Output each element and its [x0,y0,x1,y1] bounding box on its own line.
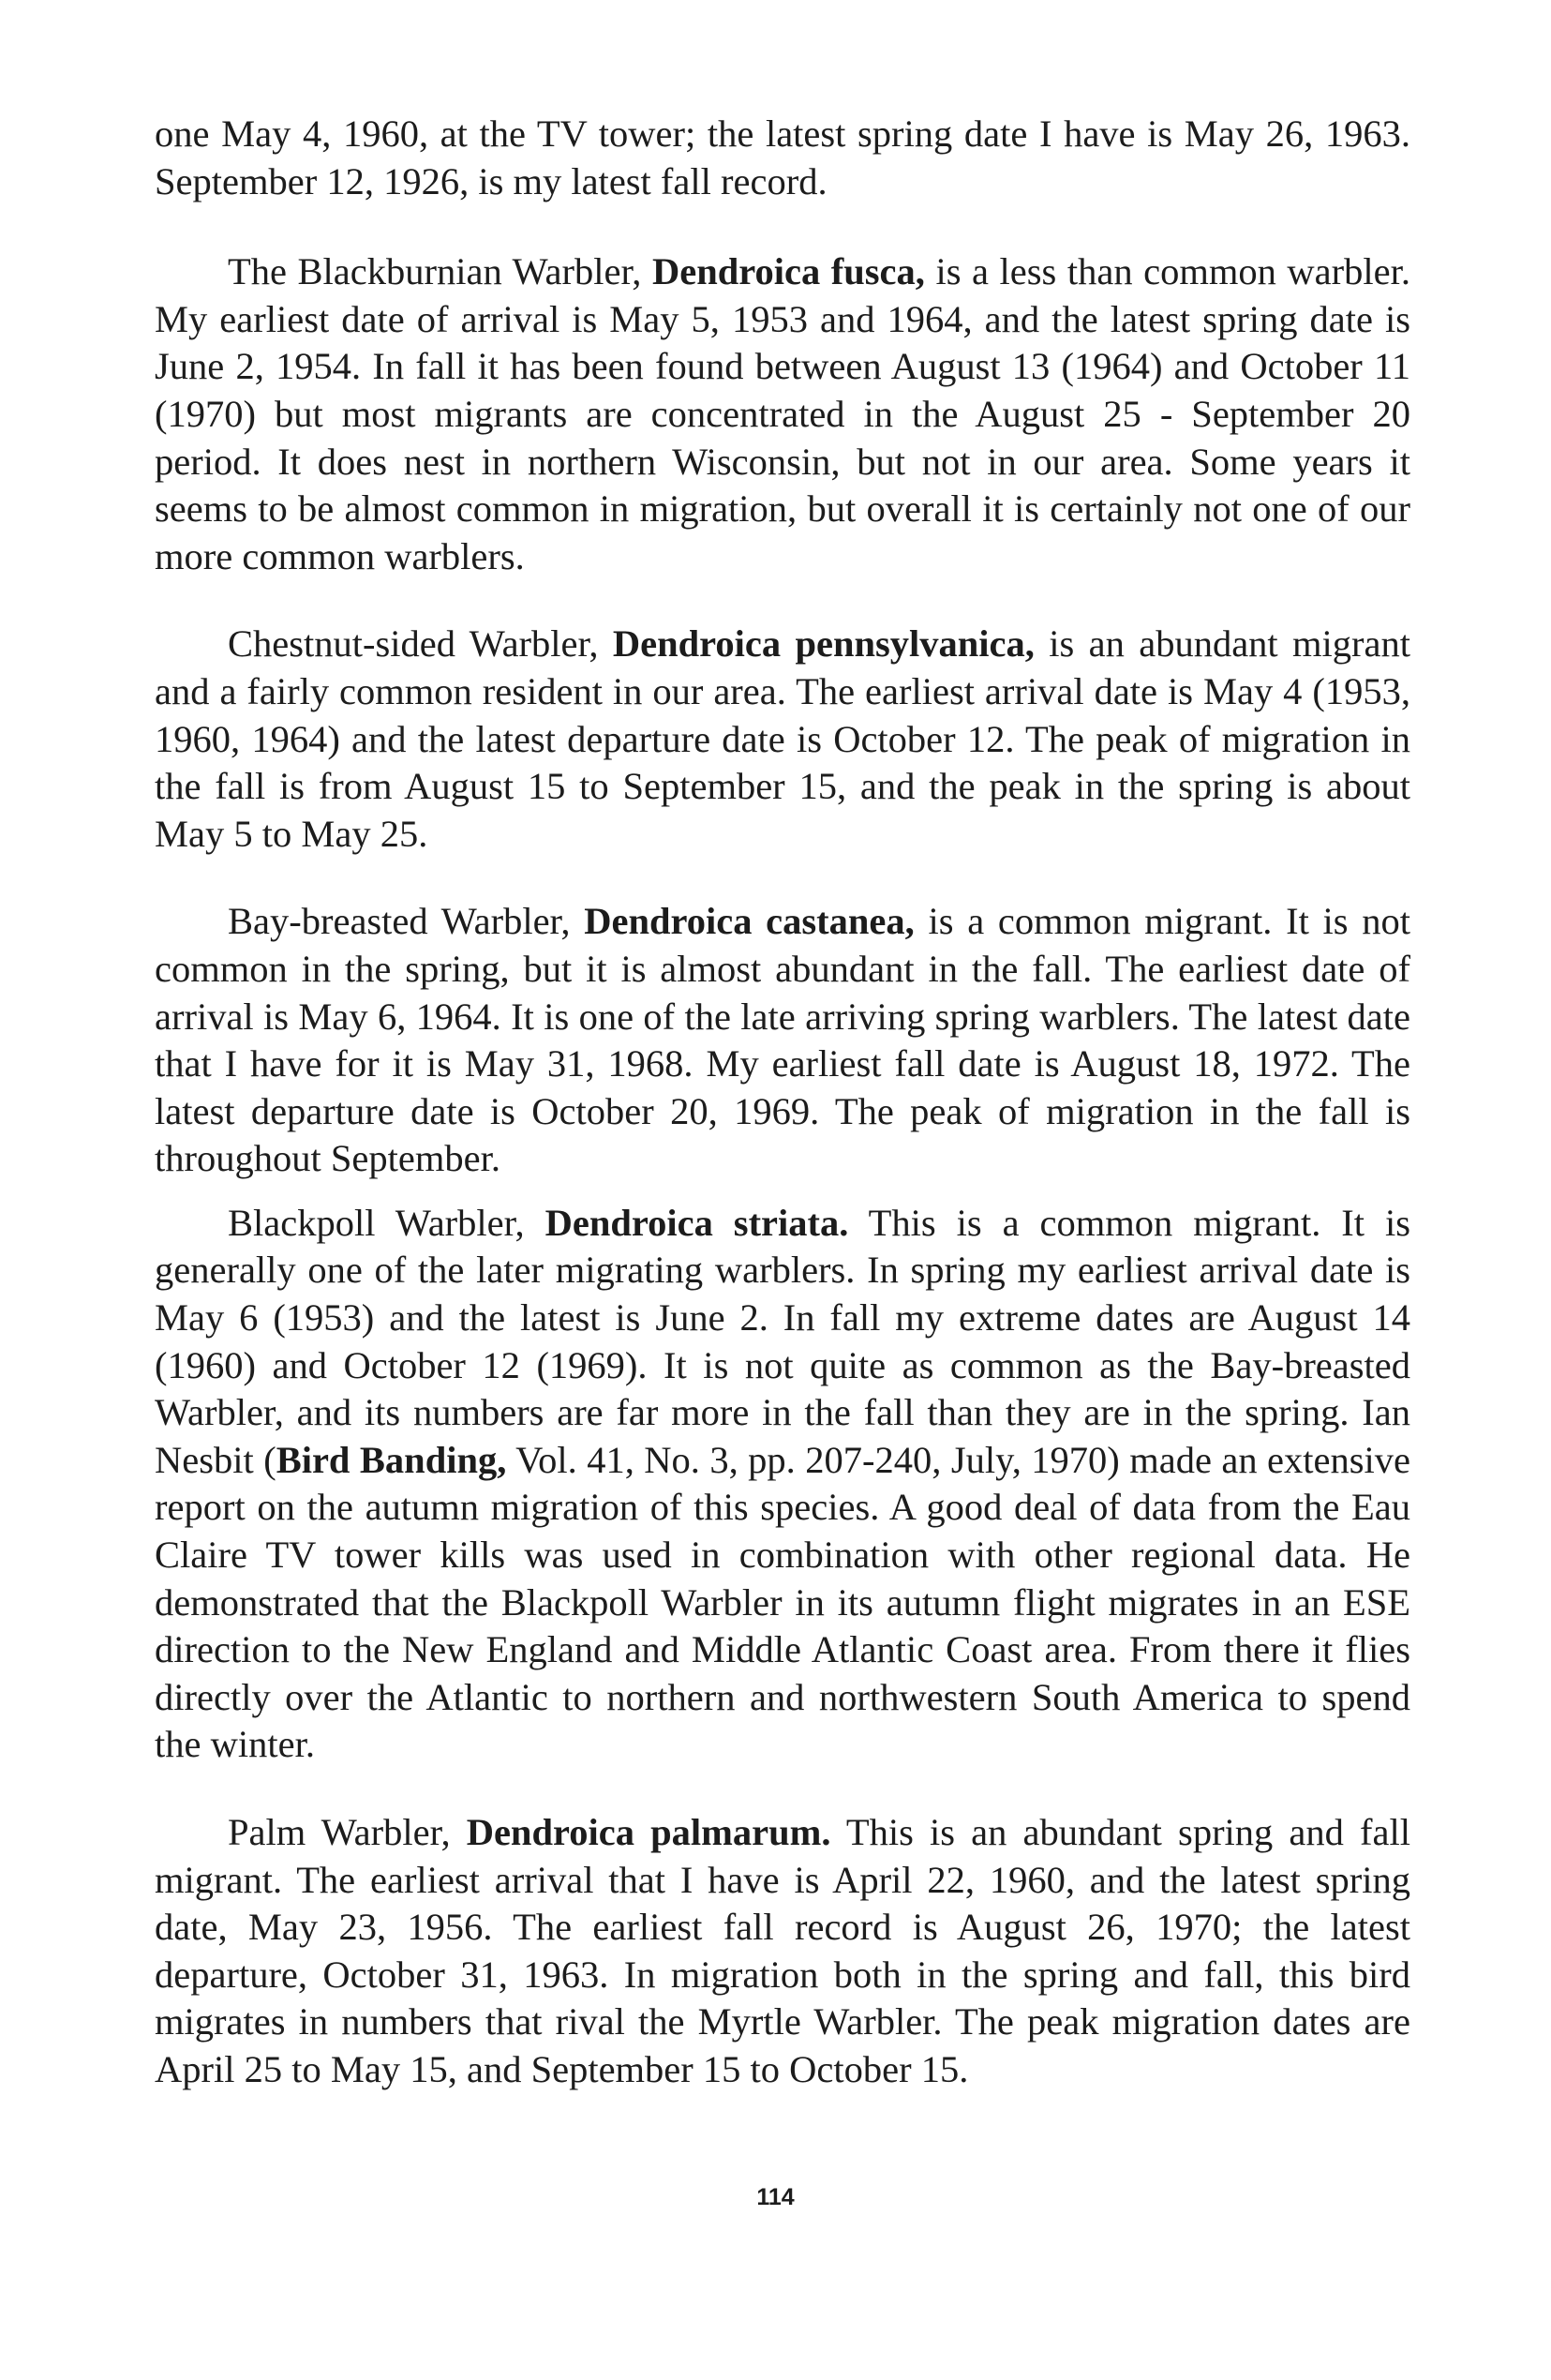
common-name: Palm Warbler, [228,1811,467,1853]
paragraph-text: This is an abundant spring and fall migrant. The earliest arrival that I have is April 22, 1960, and the latest spring date, May 23, 1956. The earliest fall record is August 26, 1970; the latest departure, October 31, 1963. In migration both in the spring and fall, this bird migrates in numbers that rival the Myrtle Warbler. The peak migration dates are April 25 to May 15, and September 15 to October 15. [155,1811,1411,2090]
paragraph-text: This is a common migrant. It is generally one of the later migrating warblers. In spring my earliest arrival date is May 6 (1953) and the latest is June 2. In fall my extreme dates are August 14 (1960) and October 12 (1969). It is not quite as common as the Bay-breasted Warbler, and its numbers are far more in the fall than they are in the spring. Ian Nesbit ( [155,1201,1411,1481]
paragraph-text: is an abundant migrant and a fairly common resident in our area. The earliest arrival date is May 4 (1953, 1960, 1964) and the latest departure date is October 12. The peak of migration in the fall is from August 15 to September 15, and the peak in the spring is about May 5 to May 25. [155,622,1410,855]
paragraph-text: is a common migrant. It is not common in the spring, but it is almost abundant in the fall. The earliest date of arrival is May 6, 1964. It is one of the late arriving spring warblers. The latest date that I have for it is May 31, 1968. My earliest fall date is August 18, 1972. The latest departure date is October 20, 1969. The peak of migration in the fall is throughout September. [155,900,1410,1180]
scientific-name: Dendroica pennsylvanica, [612,622,1035,666]
common-name: Chestnut-sided Warbler, [228,622,613,666]
scientific-name: Dendroica palmarum. [466,1811,831,1853]
paragraph-text: is a less than common warbler. My earliest date of arrival is May 5, 1953 and 1964, and the latest spring date is June 2, 1954. In fall it has been found between August 13 (1964) and October 11 (1970) but most migrants are concentrated in the August 25 - September 20 period. It does nest in northern Wisconsin, but not in our area. Some years it seems to be almost common in migration, but overall it is certainly not one of our more common warblers. [155,250,1410,577]
common-name: Bay-breasted Warbler, [228,900,585,943]
paragraph-blackburnian-warbler [155,248,1410,580]
scientific-name: Dendroica castanea, [584,900,915,943]
page-body [155,111,1410,2094]
common-name: Blackpoll Warbler, [228,1201,545,1244]
paragraph-bay-breasted-warbler [155,898,1410,1183]
paragraph-continuation [155,111,1410,205]
continuation-text: one May 4, 1960, at the TV tower; the latest spring date I have is May 26, 1963. September 12, 1926, is my latest fall record. [155,112,1410,202]
paragraph-palm-warbler [155,1809,1410,2094]
scientific-name: Dendroica fusca, [651,250,925,293]
common-name: The Blackburnian Warbler, [228,250,652,293]
paragraph-text-continued: Vol. 41, No. 3, pp. 207-240, July, 1970) made an extensive report on the autumn migration of this species. A good deal of data from the Eau Claire TV tower kills was used in combination with other regional data. He demonstrated that the Blackpoll Warbler in its autumn flight migrates in an ESE direction to the New England and Middle Atlantic Coast area. From there it flies directly over the Atlantic to northern and northwestern South America to spend the winter. [155,1438,1410,1766]
scientific-name: Dendroica striata. [544,1201,849,1244]
paragraph-chestnut-sided-warbler [155,621,1410,858]
publication-title: Bird Banding, [276,1438,507,1481]
page-number: 114 [756,2184,795,2210]
paragraph-blackpoll-warbler [155,1200,1410,1769]
